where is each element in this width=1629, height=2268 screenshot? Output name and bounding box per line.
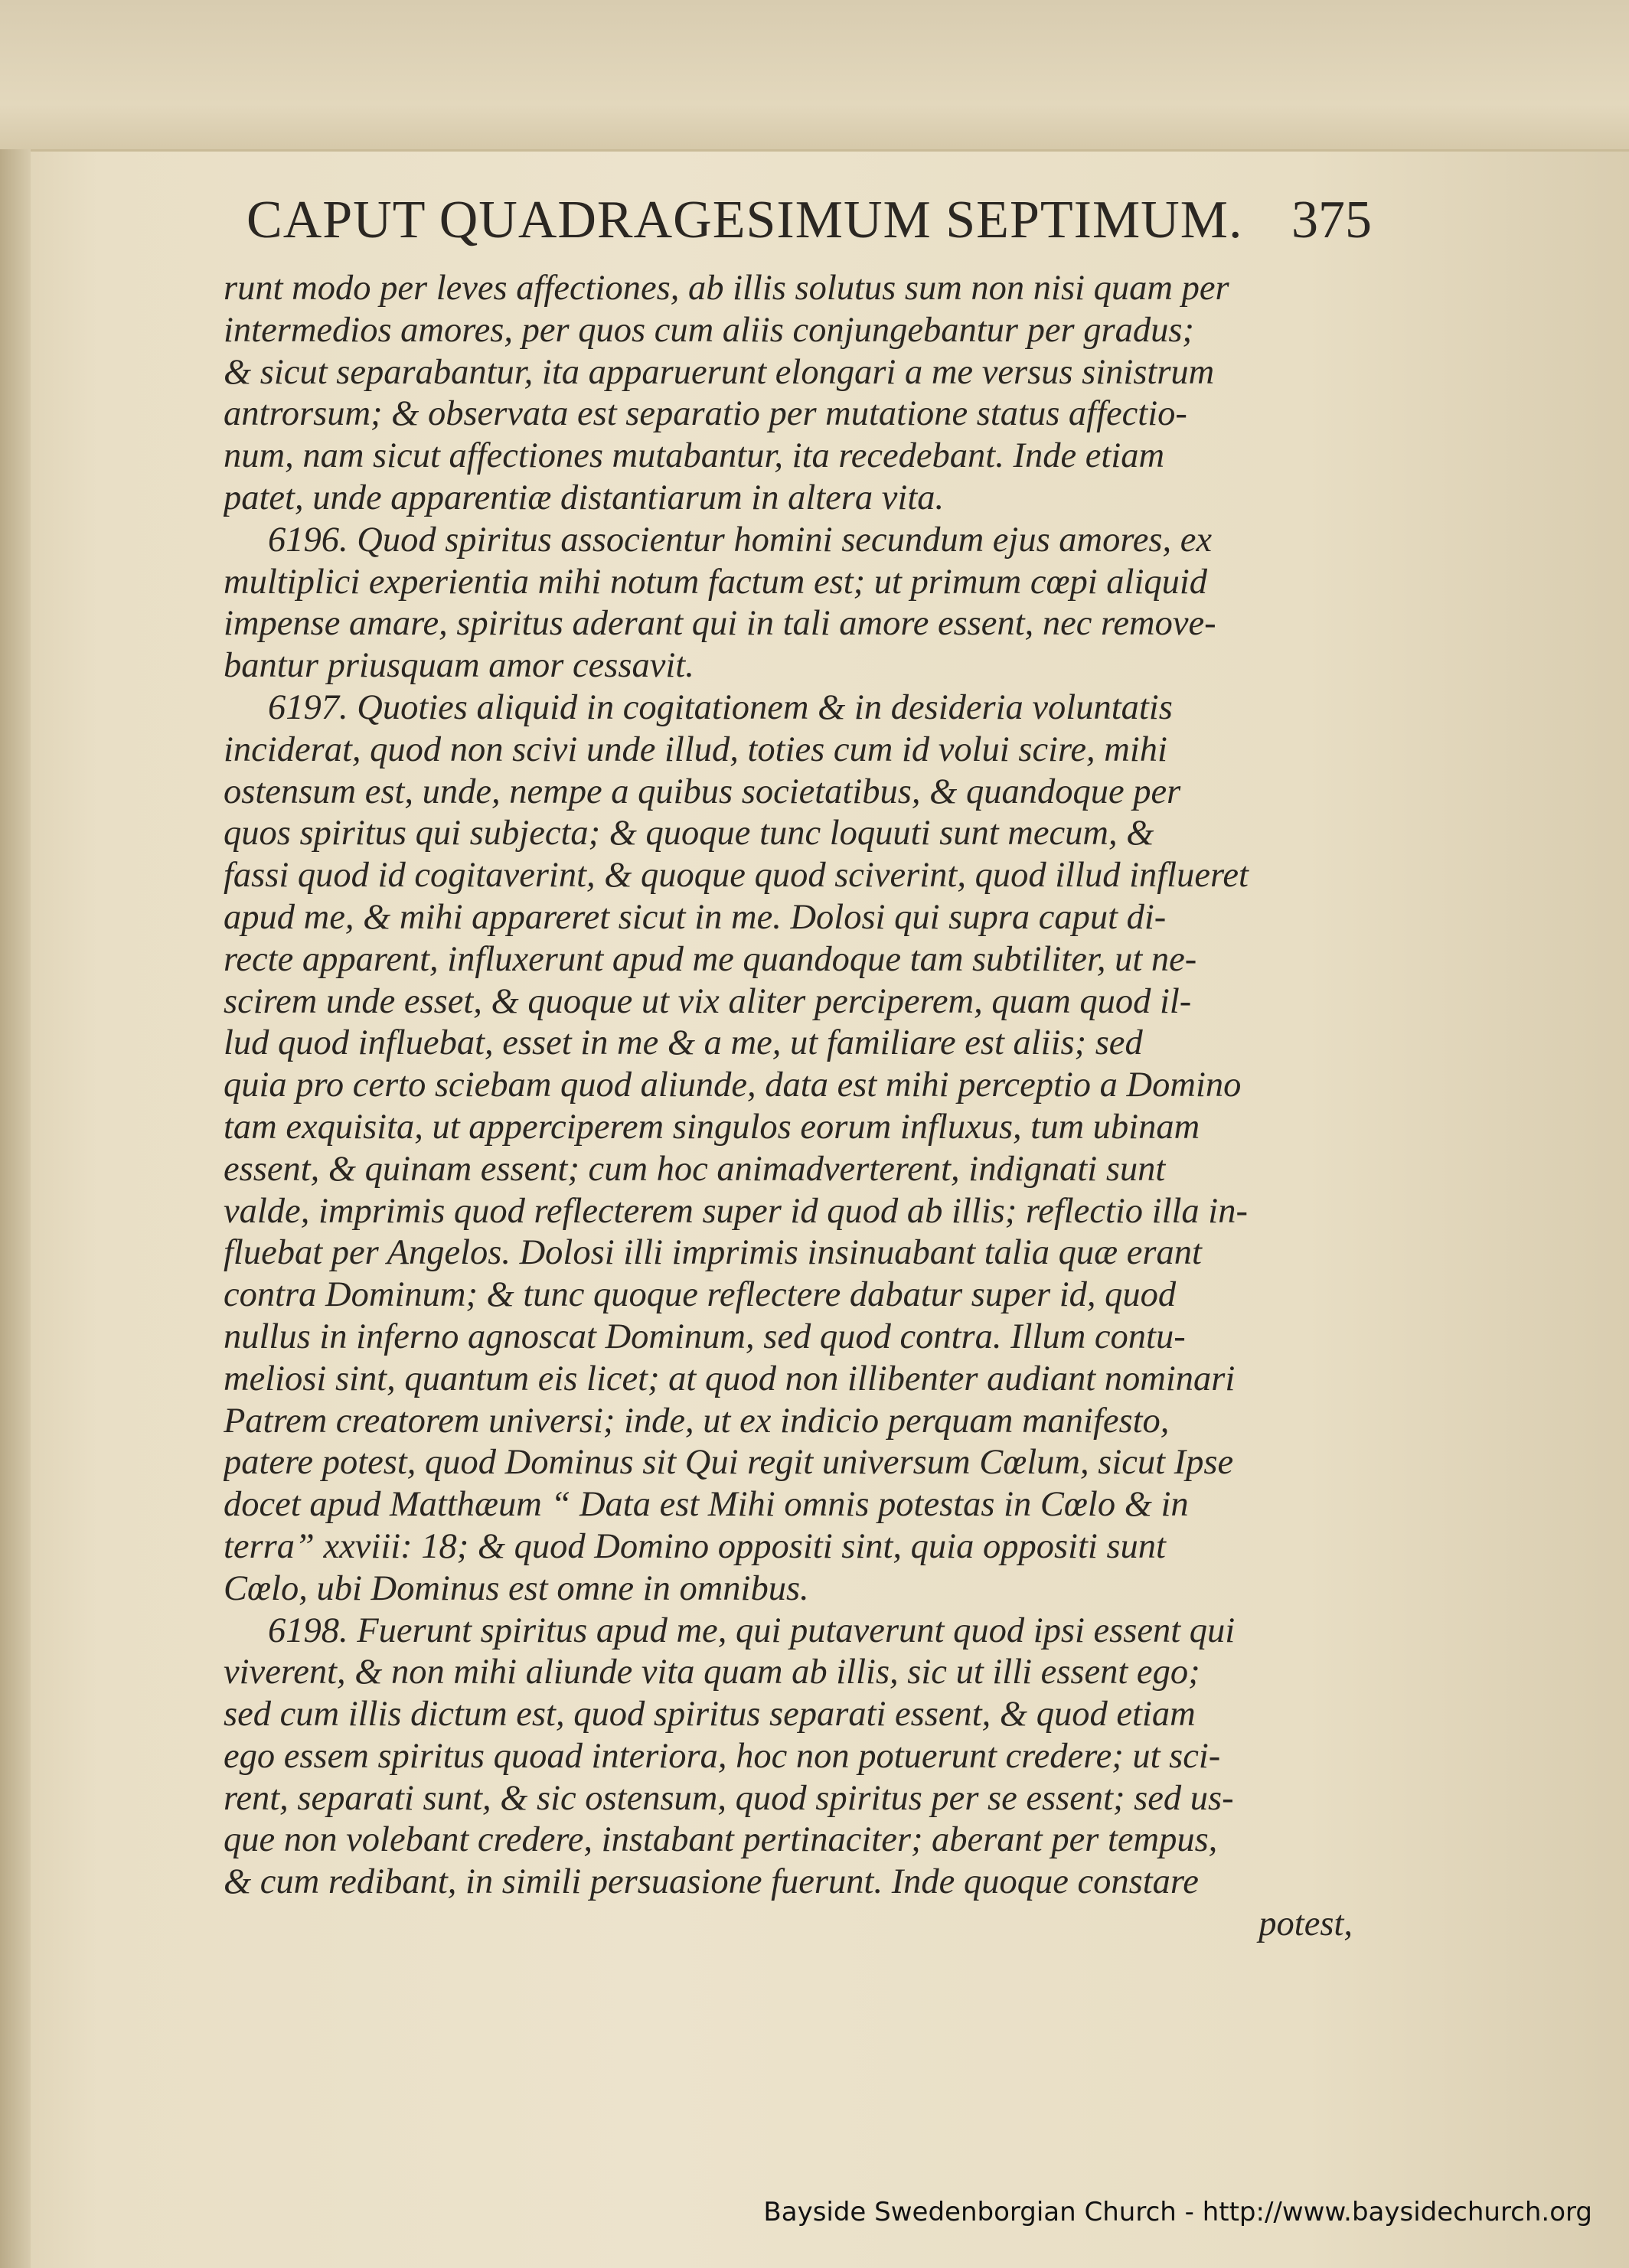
text-line: viverent, & non mihi aliunde vita quam ab illis, sic ut illi essent ego; [224,1653,1200,1692]
text-line: quia pro certo sciebam quod aliunde, data est mihi perceptio a Domino [224,1065,1242,1105]
watermark-credit: Bayside Swedenborgian Church - http://www.baysidechurch.org [763,2197,1592,2227]
text-line: ego essem spiritus quoad interiora, hoc non potuerunt credere; ut sci- [224,1736,1221,1776]
text-line: & sicut separabantur, ita apparuerunt elongari a me versus sinistrum [224,352,1215,392]
text-line: contra Dominum; & tunc quoque reflectere dabatur super id, quod [224,1275,1177,1315]
text-line: intermedios amores, per quos cum aliis conjungebantur per gradus; [224,310,1194,350]
text-line: meliosi sint, quantum eis licet; at quod non illibenter audiant nominari [224,1359,1236,1398]
text-line: & cum redibant, in simili persuasione fuerunt. Inde quoque constare [224,1862,1199,1902]
text-line: scirem unde esset, & quoque ut vix aliter perciperem, quam quod il- [224,981,1192,1021]
page-number: 375 [1291,191,1372,250]
text-line: multiplici experientia mihi notum factum est; ut primum cœpi aliquid [224,562,1208,602]
text-line: bantur priusquam amor cessavit. [224,646,694,686]
text-line: tam exquisita, ut apperciperem singulos eorum influxus, tum ubinam [224,1107,1200,1147]
text-line: patet, unde apparentiæ distantiarum in altera vita. [224,478,945,517]
text-line: que non volebant credere, instabant pertinaciter; aberant per tempus, [224,1820,1218,1860]
text-line: antrorsum; & observata est separatio per mutatione status affectio- [224,394,1187,434]
page-header [246,190,1372,251]
text-line: rent, separati sunt, & sic ostensum, quod spiritus per se essent; sed us- [224,1778,1234,1818]
text-line: nullus in inferno agnoscat Dominum, sed quod contra. Illum contu- [224,1317,1186,1356]
text-line: fassi quod id cogitaverint, & quoque quod sciverint, quod illud influeret [224,856,1249,896]
text-line: lud quod influebat, esset in me & a me, ut familiare est aliis; sed [224,1023,1143,1063]
text-line: valde, imprimis quod reflecterem super id quod ab illis; reflectio illa in- [224,1191,1248,1231]
text-line: docet apud Matthæum “ Data est Mihi omnis potestas in Cœlo & in [224,1485,1189,1525]
text-line: ostensum est, unde, nempe a quibus societatibus, & quandoque per [224,772,1181,811]
paragraph-6196-start: 6196. Quod spiritus associentur homini secundum ejus amores, ex [268,520,1213,560]
text-line: Patrem creatorem universi; inde, ut ex indicio perquam manifesto, [224,1401,1170,1441]
text-line: terra” xxviii: 18; & quod Domino oppositi sint, quia oppositi sunt [224,1526,1166,1566]
text-line: sed cum illis dictum est, quod spiritus separati essent, & quod etiam [224,1695,1196,1734]
text-line: apud me, & mihi appareret sicut in me. Dolosi qui supra caput di- [224,897,1167,937]
paragraph-6198-start: 6198. Fuerunt spiritus apud me, qui putaverunt quod ipsi essent qui [268,1610,1236,1650]
text-line: inciderat, quod non scivi unde illud, toties cum id volui scire, mihi [224,729,1167,769]
page-edge [0,149,31,2268]
page-fold [0,0,1629,152]
text-line: impense amare, spiritus aderant qui in tali amore essent, nec remove- [224,604,1216,644]
text-line: Cœlo, ubi Dominus est omne in omnibus. [224,1568,809,1608]
catchword: potest, [1258,1904,1353,1944]
text-line: fluebat per Angelos. Dolosi illi imprimis insinuabant talia quæ erant [224,1233,1202,1273]
paragraph-6197-start: 6197. Quoties aliquid in cogitationem & in desideria voluntatis [268,687,1173,727]
body-text [224,268,1353,1946]
text-line: recte apparent, influxerunt apud me quandoque tam subtiliter, ut ne- [224,939,1197,979]
text-line: num, nam sicut affectiones mutabantur, ita recedebant. Inde etiam [224,436,1165,476]
running-head: CAPUT QUADRAGESIMUM SEPTIMUM. [246,191,1243,250]
text-line: quos spiritus qui subjecta; & quoque tunc loquuti sunt mecum, & [224,814,1154,853]
text-line: runt modo per leves affectiones, ab illis solutus sum non nisi quam per [224,269,1229,308]
text-line: essent, & quinam essent; cum hoc animadverterent, indignati sunt [224,1149,1166,1189]
text-line: patere potest, quod Dominus sit Qui regit universum Cœlum, sicut Ipse [224,1443,1234,1483]
